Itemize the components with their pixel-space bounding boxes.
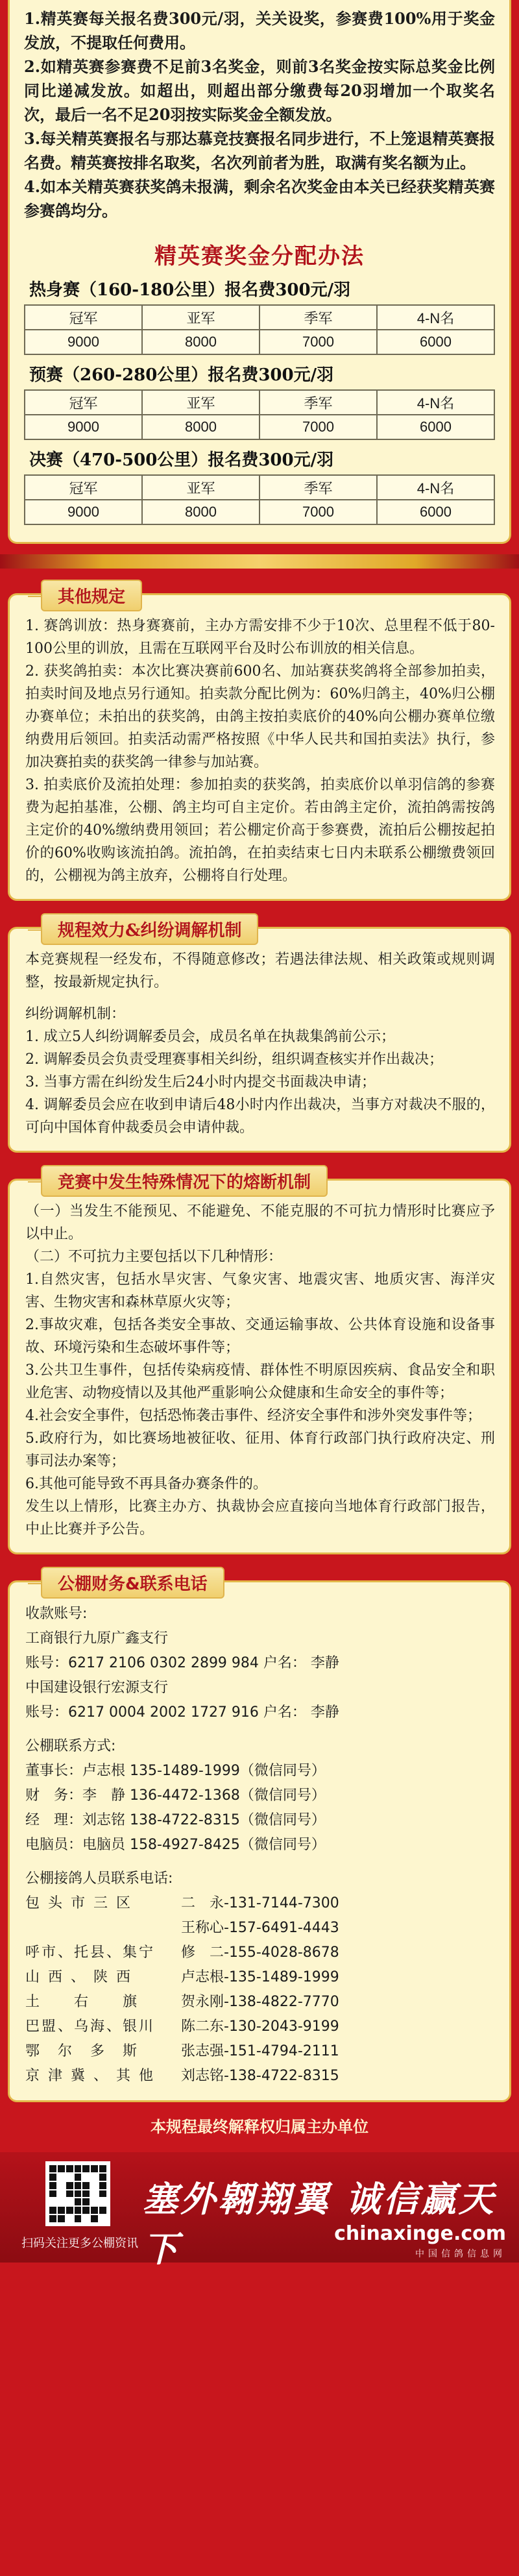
paragraph: 2.事故灾难，包括各类安全事故、交通运输事故、公共体育设施和设备事故、环境污染和生态破坏事件等；: [25, 1317, 495, 1356]
qr-code-icon[interactable]: [45, 2161, 110, 2226]
pickup-row: [25, 2015, 495, 2039]
contacts-label: 公棚联系方式:: [25, 1738, 116, 1754]
finance-panel: [8, 1575, 511, 2102]
table-header-cell: 冠军: [25, 305, 142, 330]
contact-line: 财 务：李 静 136-4472-1368（微信同号）: [25, 1787, 326, 1804]
dispute-heading: 规程效力&纠纷调解机制: [41, 913, 258, 945]
pickup-label: 公棚接鸽人员联系电话:: [25, 1871, 173, 1887]
paragraph: 6.其他可能导致不再具备办赛条件的。: [25, 1476, 267, 1492]
paragraph: 3. 拍卖底价及流拍处理：参加拍卖的获奖鸽，拍卖底价以单羽信鸽的参赛费为起拍基准，公棚、鸽主均可自主定价。若由鸽主定价，流拍鸽需按鸽主定价的40%缴纳费用领回；若公棚定价高于参赛费，流拍后公棚按起拍价的60%收购该流拍鸽。流拍鸽，在拍卖结束七日内未联系公棚缴费领回的，公棚视为鸽主放弃，公棚将自行处理。: [25, 777, 495, 884]
account-number-2: 账号：6217 0004 2002 1727 916 户名： 李静: [25, 1704, 339, 1721]
circuit-panel: [8, 1173, 511, 1554]
table-header-cell: 冠军: [25, 390, 142, 415]
bank-name-2: 中国建设银行宏源支行: [25, 1680, 169, 1696]
footer-note: 本规程最终解释权归属主办单位: [151, 2117, 368, 2136]
pickup-person: 卢志根-135-1489-1999: [181, 1969, 339, 1985]
paragraph: 发生以上情形，比赛主办方、执裁协会应直接向当地体育行政部门报告，中止比赛并予公告。: [25, 1499, 495, 1538]
pickup-region: 包 头 市 三 区: [25, 1895, 132, 1911]
contact-line: 经 理：刘志铭 138-4722-8315（微信同号）: [25, 1812, 326, 1828]
contact-line: 电脑员：电脑员 158-4927-8425（微信同号）: [25, 1837, 326, 1853]
dispute-panel: [8, 921, 511, 1153]
elite-rules-list: [24, 6, 495, 223]
elite-rule: 2.如精英赛参赛费不足前3名奖金，则前3名奖金按实际总奖金比例同比递减发放。如超出，则超出部分缴费每20羽增加一个取奖名次，最后一名不足20羽按实际奖金全额发放。: [24, 57, 495, 124]
table-row: [25, 330, 494, 354]
pickup-region: 土 右 旗: [25, 1994, 139, 2010]
paragraph: 纠纷调解机制：: [25, 1006, 126, 1022]
paragraph: 3.公共卫生事件，包括传染病疫情、群体性不明原因疾病、食品安全和职业危害、动物疫情以及其他严重影响公众健康和生命安全的事件等；: [25, 1362, 495, 1401]
slogan: 塞外翱翔翼 诚信赢天下: [143, 2179, 496, 2270]
spacer: [25, 994, 495, 1003]
elite-rule: 3.每关精英赛报名与那达慕竞技赛报名同步进行，不上笼退精英赛报名费。精英赛按排名取奖，名次列前者为胜，取满有奖名额为止。: [24, 129, 495, 172]
paragraph: 5.政府行为，如比赛场地被征收、征用、体育行政部门执行政府决定、刑事司法办案等；: [25, 1430, 495, 1469]
elite-rule: 1.精英赛每关报名费300元/羽，关关设奖，参赛费100%用于奖金发放，不提取任何费用。: [24, 9, 495, 52]
stage-title: 决赛（470-500公里）报名费300元/羽: [29, 450, 334, 470]
table-header-cell: 4-N名: [377, 475, 494, 500]
paragraph: 4. 调解委员会应在收到申请后48小时内作出裁决，当事方对裁决不服的，可向中国体育仲裁委员会申请仲裁。: [25, 1097, 495, 1136]
pickup-row: [25, 2039, 495, 2064]
paragraph: （二）不可抗力主要包括以下几种情形：: [25, 1249, 283, 1265]
pickup-row: [25, 1941, 495, 1965]
table-header-cell: 4-N名: [377, 390, 494, 415]
elite-rule: 4.如本关精英赛获奖鸽未报满，剩余名次奖金由本关已经获奖精英赛参赛鸽均分。: [24, 177, 495, 220]
pickup-person: 刘志铭-138-4722-8315: [181, 2068, 339, 2084]
contacts-list: [25, 1759, 495, 1858]
paragraph: 2. 调解委员会负责受理赛事相关纠纷，组织调查核实并作出裁决；: [25, 1051, 443, 1068]
paragraph: 3. 当事方需在纠纷发生后24小时内提交书面裁决申请；: [25, 1074, 376, 1090]
contact-line: 董事长：卢志根 135-1489-1999（微信同号）: [25, 1763, 326, 1779]
elite-rules-panel: [8, 0, 511, 544]
bottom-banner: [0, 2152, 519, 2270]
pickup-row: [25, 1965, 495, 1990]
circuit-heading: 竞赛中发生特殊情况下的熔断机制: [41, 1165, 328, 1197]
pickup-person: 二 永-131-7144-7300: [181, 1895, 339, 1911]
table-cell: 9000: [25, 330, 142, 354]
dispute-body: [10, 929, 509, 1151]
pickup-row: [25, 1891, 495, 1916]
paragraph: 1.自然灾害，包括水旱灾害、气象灾害、地震灾害、地质灾害、海洋灾害、生物灾害和森林草原火灾等；: [25, 1271, 495, 1310]
prize-section-title: 精英赛奖金分配办法: [154, 243, 365, 269]
pickup-person: 陈二东-130-2043-9199: [181, 2018, 339, 2035]
pickup-list: [25, 1891, 495, 2089]
circuit-body: [10, 1181, 509, 1552]
table-header-row: [25, 305, 494, 330]
pickup-row: [25, 2064, 495, 2089]
table-row: [25, 500, 494, 524]
table-cell: 8000: [142, 500, 260, 524]
paragraph: 4.社会安全事件，包括恐怖袭击事件、经济安全事件和涉外突发事件等；: [25, 1408, 481, 1424]
table-cell: 6000: [377, 500, 494, 524]
pickup-person: 王称心-157-6491-4443: [181, 1920, 339, 1936]
pickup-person: 修 二-155-4028-8678: [181, 1944, 339, 1961]
stage-title: 预赛（260-280公里）报名费300元/羽: [29, 365, 334, 385]
prize-stages: [24, 276, 495, 525]
table-cell: 6000: [377, 330, 494, 354]
qr-caption: 扫码关注更多公棚资讯: [21, 2237, 138, 2250]
prize-table: [24, 389, 495, 440]
prize-table: [24, 474, 495, 525]
other-rules-panel: [8, 587, 511, 901]
table-cell: 9000: [25, 500, 142, 524]
stage-title: 热身赛（160-180公里）报名费300元/羽: [29, 280, 351, 300]
table-header-cell: 亚军: [142, 305, 260, 330]
paragraph: 1. 赛鸽训放：热身赛赛前，主办方需安排不少于10次、总里程不低于80-100公里的训放，且需在互联网平台及时公布训放的相关信息。: [25, 618, 495, 657]
table-header-row: [25, 390, 494, 415]
table-cell: 6000: [377, 415, 494, 439]
table-header-cell: 亚军: [142, 475, 260, 500]
other-rules-heading: 其他规定: [41, 580, 142, 611]
finance-heading: 公棚财务&联系电话: [41, 1567, 224, 1599]
paragraph: 本竞赛规程一经发布，不得随意修改；若遇法律法规、相关政策或规则调整，按最新规定执行。: [25, 951, 495, 990]
table-cell: 8000: [142, 330, 260, 354]
table-cell: 7000: [260, 330, 377, 354]
pickup-person: 张志强-151-4794-2111: [181, 2043, 339, 2059]
watermark-sub: 中国信鸽信息网: [415, 2249, 506, 2259]
paragraph: 1. 成立5人纠纷调解委员会，成员名单在执裁集鸽前公示；: [25, 1029, 395, 1045]
table-header-cell: 亚军: [142, 390, 260, 415]
paragraph: 2. 获奖鸽拍卖：本次比赛决赛前600名、加站赛获奖鸽将全部参加拍卖，拍卖时间及地点另行通知。拍卖款分配比例为：60%归鸽主，40%归公棚办赛单位；未拍出的获奖鸽，由鸽主按拍卖底价的40%向公棚办赛单位缴纳费用后领回。拍卖活动需严格按照《中华人民共和国拍卖法》执行，参加决赛拍卖的获奖鸽一律参与加站赛。: [25, 663, 495, 770]
pickup-region: 巴盟、乌海、银川: [25, 2018, 156, 2035]
pickup-region: 山 西 、 陕 西: [25, 1969, 132, 1985]
pickup-region: 呼市、托县、集宁: [25, 1944, 156, 1961]
pickup-region: 鄂 尔 多 斯: [25, 2043, 139, 2059]
table-row: [25, 415, 494, 439]
table-header-cell: 季军: [260, 475, 377, 500]
table-header-row: [25, 475, 494, 500]
table-cell: 9000: [25, 415, 142, 439]
table-header-cell: 季军: [260, 305, 377, 330]
pickup-person: 贺永刚-138-4822-7770: [181, 1994, 339, 2010]
table-header-cell: 冠军: [25, 475, 142, 500]
account-number-1: 账号：6217 2106 0302 2899 984 户名： 李静: [25, 1655, 339, 1671]
account-label: 收款账号:: [25, 1606, 88, 1622]
pickup-region: 京 津 冀 、 其 他: [25, 2068, 155, 2084]
table-cell: 8000: [142, 415, 260, 439]
table-cell: 7000: [260, 415, 377, 439]
pickup-row: [25, 1990, 495, 2015]
divider-bar: [0, 554, 519, 569]
prize-table: [24, 304, 495, 355]
bank-name-1: 工商银行九原广鑫支行: [25, 1630, 169, 1647]
table-header-cell: 4-N名: [377, 305, 494, 330]
pickup-row: [25, 1916, 495, 1941]
paragraph: （一）当发生不能预见、不能避免、不能克服的不可抗力情形时比赛应予以中止。: [25, 1203, 495, 1242]
other-rules-body: [10, 595, 509, 899]
watermark: chinaxinge.com: [334, 2222, 506, 2245]
table-header-cell: 季军: [260, 390, 377, 415]
pickup-region: [25, 1916, 181, 1941]
finance-body: [10, 1582, 509, 2100]
table-cell: 7000: [260, 500, 377, 524]
